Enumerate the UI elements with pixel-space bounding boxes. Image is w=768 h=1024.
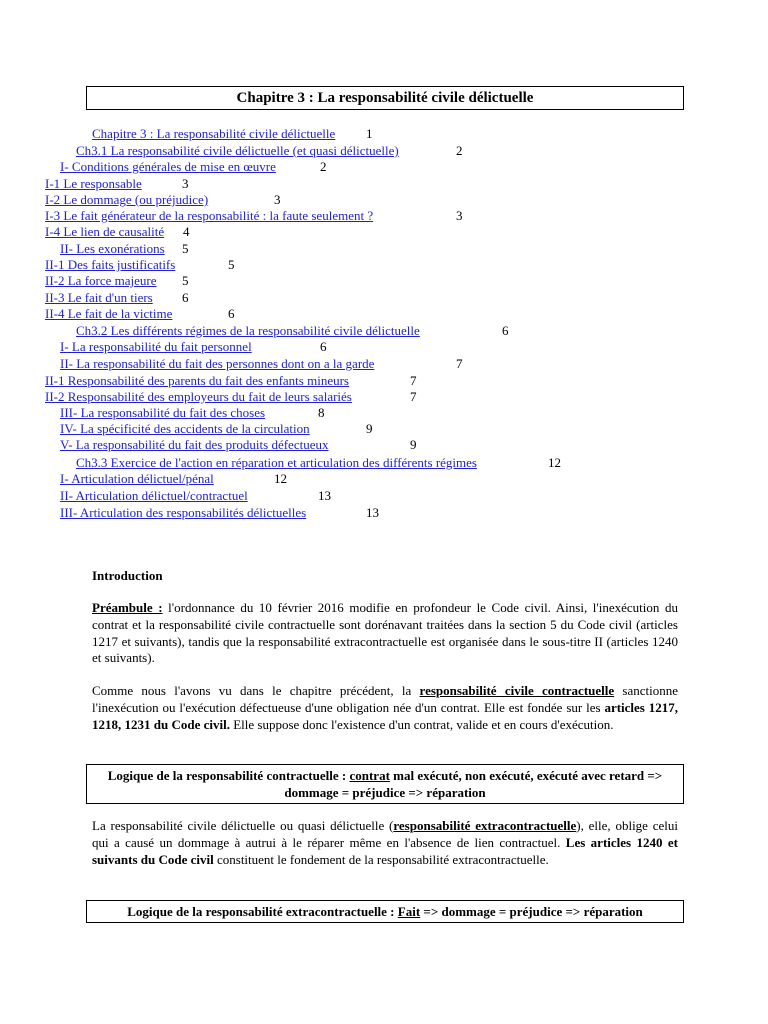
logic1-text-2: mal exécuté, non exécuté, exécuté avec retard => dommage = préjudice => réparation: [284, 768, 663, 800]
toc-page-number: 6: [320, 339, 327, 354]
toc-page-number: 7: [410, 389, 417, 404]
logic2-text-2: => dommage = préjudice => réparation: [420, 904, 643, 919]
toc-entry-link[interactable]: II-2 La force majeure: [45, 273, 157, 288]
toc-entry: [60, 356, 374, 372]
toc-page-number: 5: [182, 273, 189, 288]
para2-bold-1: responsabilité civile contractuelle: [419, 683, 615, 698]
toc-page-number: 5: [228, 257, 235, 272]
toc-entry: [45, 290, 153, 306]
toc-entry-link[interactable]: I- Articulation délictuel/pénal: [60, 471, 214, 486]
toc-entry-link[interactable]: II-3 Le fait d'un tiers: [45, 290, 153, 305]
preambule-text: l'ordonnance du 10 février 2016 modifie en profondeur le Code civil. Ainsi, l'inexécution du contrat et la responsabilité civile contractuelle sont dorénavant traitées dans la section 5 du Code civil (articles 1217 et suivants), tandis que la responsabilité extracontractuelle est organisée dans le sous-titre II (articles 1240 et suivants).: [92, 600, 678, 666]
toc-entry-link[interactable]: Chapitre 3 : La responsabilité civile délictuelle: [92, 126, 336, 141]
toc-page-number: 3: [182, 176, 189, 191]
toc-entry-link[interactable]: I-2 Le dommage (ou préjudice): [45, 192, 209, 207]
toc-entry-link[interactable]: II-1 Des faits justificatifs: [45, 257, 176, 272]
chapter-title: Chapitre 3 : La responsabilité civile délictuelle: [86, 86, 684, 110]
toc-entry: [76, 455, 477, 471]
toc-entry: [60, 437, 328, 453]
toc-page-number: 13: [318, 488, 331, 503]
toc-entry-link[interactable]: II- Articulation délictuel/contractuel: [60, 488, 248, 503]
para2-text-2: sanctionne l'inexécution ou l'exécution défectueuse d'une obligation née d'un contrat. Elle est fondée sur les: [92, 683, 679, 715]
toc-entry: [45, 176, 142, 192]
toc-entry-link[interactable]: I-1 Le responsable: [45, 176, 142, 191]
toc-entry-link[interactable]: IV- La spécificité des accidents de la circulation: [60, 421, 310, 436]
para2-bold-2: articles 1217, 1218, 1231 du Code civil.: [92, 699, 678, 732]
toc-page-number: 8: [318, 405, 325, 420]
toc-entry: [60, 471, 214, 487]
toc-entry-link[interactable]: III- Articulation des responsabilités délictuelles: [60, 505, 307, 520]
para3-text-3: constituent le fondement de la responsabilité extracontractuelle.: [213, 851, 549, 867]
toc-entry-link[interactable]: Ch3.3 Exercice de l'action en réparation et articulation des différents régimes: [76, 455, 477, 470]
toc-entry: [45, 389, 352, 405]
extracontractual-paragraph: [92, 818, 678, 868]
toc-page-number: 3: [456, 208, 463, 223]
para2-text-1: Comme nous l'avons vu dans le chapitre précédent, la: [92, 683, 420, 698]
toc-entry: [92, 126, 335, 142]
toc-page-number: 4: [183, 224, 190, 239]
toc-entry-link[interactable]: II-4 Le fait de la victime: [45, 306, 173, 321]
toc-page-number: 9: [366, 421, 373, 436]
toc-entry: [60, 505, 306, 521]
preambule-paragraph: [92, 600, 678, 667]
toc-page-number: 6: [182, 290, 189, 305]
toc-entry: [45, 208, 373, 224]
logic-box-contractual: [86, 764, 684, 804]
logic2-text-1: Logique de la responsabilité extracontractuelle :: [127, 904, 398, 919]
para3-text-1: La responsabilité civile délictuelle ou quasi délictuelle (: [92, 818, 394, 833]
toc-entry: [45, 257, 175, 273]
para3-text-2: ), elle, oblige celui qui a causé un dommage à autrui à le réparer même en l'absence de lien contractuel.: [92, 818, 679, 850]
toc-entry-link[interactable]: III- La responsabilité du fait des choses: [60, 405, 266, 420]
toc-entry: [45, 192, 208, 208]
toc-entry: [60, 241, 165, 257]
toc-page-number: 12: [548, 455, 561, 470]
toc-entry: [45, 306, 172, 322]
toc-entry: [76, 143, 399, 159]
logic1-underlined: contrat: [349, 768, 390, 783]
toc-page-number: 6: [502, 323, 509, 338]
toc-page-number: 1: [366, 126, 373, 141]
logic2-underlined: Fait: [397, 904, 421, 919]
toc-page-number: 9: [410, 437, 417, 452]
toc-entry-link[interactable]: I- La responsabilité du fait personnel: [60, 339, 252, 354]
toc-entry-link[interactable]: II-1 Responsabilité des parents du fait des enfants mineurs: [45, 373, 349, 388]
toc-entry: [60, 488, 248, 504]
toc-entry: [45, 373, 349, 389]
toc-page-number: 2: [320, 159, 327, 174]
contractual-paragraph: [92, 683, 678, 733]
introduction-heading: Introduction: [92, 568, 163, 583]
toc-entry: [60, 159, 276, 175]
logic1-text-1: Logique de la responsabilité contractuelle :: [107, 768, 350, 783]
toc-entry-link[interactable]: I-3 Le fait générateur de la responsabilité : la faute seulement ?: [45, 208, 374, 223]
toc-entry-link[interactable]: I-4 Le lien de causalité: [45, 224, 165, 239]
toc-page-number: 12: [274, 471, 287, 486]
toc-entry: [60, 405, 265, 421]
logic-box-extracontractual: [86, 900, 684, 923]
toc-entry-link[interactable]: II-2 Responsabilité des employeurs du fait de leurs salariés: [45, 389, 352, 404]
toc-entry-link[interactable]: I- Conditions générales de mise en œuvre: [60, 159, 276, 174]
toc-page-number: 7: [410, 373, 417, 388]
toc-entry-link[interactable]: II- Les exonérations: [60, 241, 165, 256]
toc-page-number: 2: [456, 143, 463, 158]
para3-bold-2: Les articles 1240 et suivants du Code civil: [92, 834, 678, 867]
toc-page-number: 3: [274, 192, 281, 207]
preambule-label: Préambule :: [92, 600, 163, 615]
toc-entry: [76, 323, 420, 339]
para2-text-3: Elle suppose donc l'existence d'un contrat, valide et en cours d'exécution.: [229, 716, 614, 732]
toc-page-number: 6: [228, 306, 235, 321]
toc-entry: [45, 273, 157, 289]
toc-entry-link[interactable]: V- La responsabilité du fait des produits défectueux: [60, 437, 329, 452]
toc-entry: [45, 224, 164, 240]
toc-page-number: 13: [366, 505, 379, 520]
toc-entry-link[interactable]: Ch3.1 La responsabilité civile délictuelle (et quasi délictuelle): [76, 143, 399, 158]
toc-entry: [60, 339, 252, 355]
toc-page-number: 7: [456, 356, 463, 371]
toc-entry: [60, 421, 310, 437]
toc-page-number: 5: [182, 241, 189, 256]
toc-entry-link[interactable]: Ch3.2 Les différents régimes de la responsabilité civile délictuelle: [76, 323, 420, 338]
toc-entry-link[interactable]: II- La responsabilité du fait des personnes dont on a la garde: [60, 356, 375, 371]
para3-bold-1: responsabilité extracontractuelle: [393, 818, 577, 833]
